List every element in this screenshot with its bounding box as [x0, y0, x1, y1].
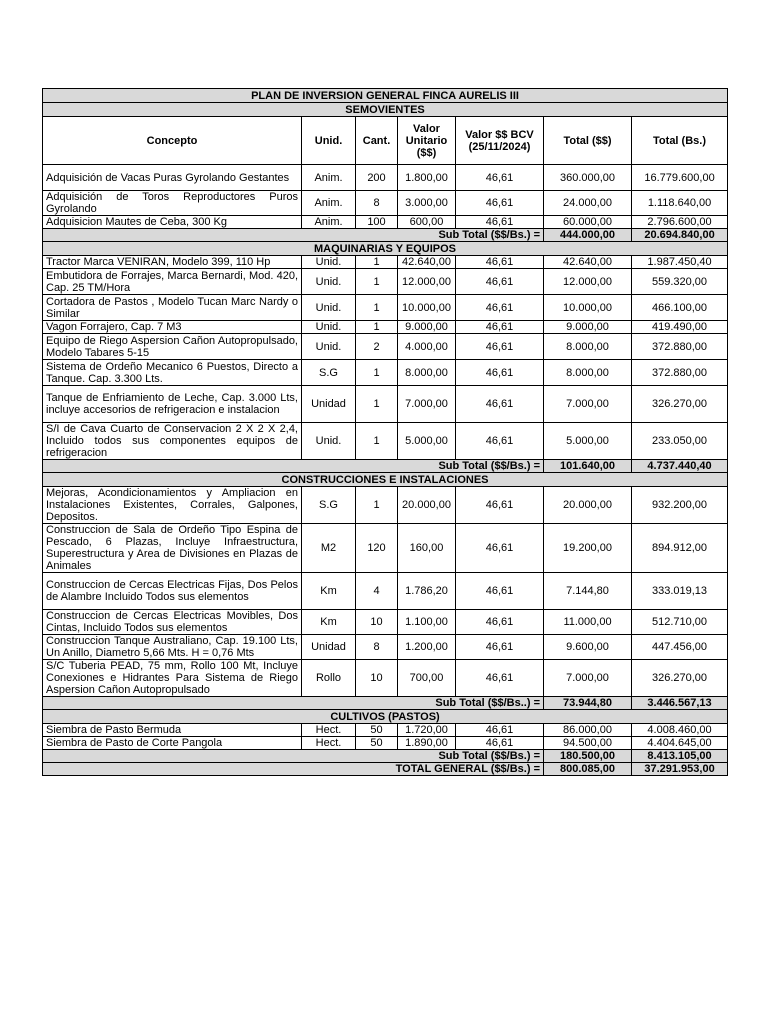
cell-total-usd: 42.640,00 [544, 256, 632, 269]
section-header-row [43, 473, 728, 487]
cell-total-bs: 233.050,00 [632, 423, 728, 460]
cell-valor-unitario: 1.890,00 [398, 737, 456, 750]
subtotal-bs: 8.413.105,00 [632, 750, 728, 763]
cell-total-usd: 5.000,00 [544, 423, 632, 460]
table-row [43, 256, 728, 269]
table-row [43, 334, 728, 360]
subtotal-bs: 3.446.567,13 [632, 697, 728, 710]
total-general-label: TOTAL GENERAL ($$/Bs.) = [43, 763, 544, 776]
cell-valor-unitario: 8.000,00 [398, 360, 456, 386]
cell-total-bs: 466.100,00 [632, 295, 728, 321]
cell-cant: 1 [356, 423, 398, 460]
cell-valor-bcv: 46,61 [456, 423, 544, 460]
cell-unid: Unid. [302, 321, 356, 334]
col-cant: Cant. [356, 117, 398, 165]
cell-valor-bcv: 46,61 [456, 295, 544, 321]
cell-valor-bcv: 46,61 [456, 737, 544, 750]
cell-cant: 50 [356, 737, 398, 750]
cell-total-usd: 11.000,00 [544, 610, 632, 635]
cell-valor-unitario: 1.200,00 [398, 635, 456, 660]
subtotal-usd: 180.500,00 [544, 750, 632, 763]
cell-concepto: Adquisicion Mautes de Ceba, 300 Kg [43, 216, 302, 229]
subtotal-row [43, 750, 728, 763]
cell-cant: 100 [356, 216, 398, 229]
col-concepto: Concepto [43, 117, 302, 165]
cell-unid: Hect. [302, 737, 356, 750]
section-title: MAQUINARIAS Y EQUIPOS [43, 242, 728, 256]
cell-total-bs: 333.019,13 [632, 573, 728, 610]
subtotal-usd: 444.000,00 [544, 229, 632, 242]
cell-unid: Unidad [302, 635, 356, 660]
section-title: CONSTRUCCIONES E INSTALACIONES [43, 473, 728, 487]
cell-total-bs: 1.118.640,00 [632, 191, 728, 216]
cell-total-bs: 419.490,00 [632, 321, 728, 334]
cell-valor-unitario: 7.000,00 [398, 386, 456, 423]
cell-cant: 2 [356, 334, 398, 360]
subtotal-label: Sub Total ($$/Bs.) = [43, 750, 544, 763]
cell-valor-bcv: 46,61 [456, 360, 544, 386]
cell-valor-bcv: 46,61 [456, 487, 544, 524]
cell-concepto: Construccion de Sala de Ordeño Tipo Espina de Pescado, 6 Plazas, Incluye Infraestructura, Superestructura y Area de Divisiones en Plazas de Animales [43, 524, 302, 573]
cell-concepto: Siembra de Pasto Bermuda [43, 724, 302, 737]
cell-valor-unitario: 20.000,00 [398, 487, 456, 524]
cell-valor-bcv: 46,61 [456, 165, 544, 191]
cell-valor-unitario: 600,00 [398, 216, 456, 229]
section-title: SEMOVIENTES [43, 103, 728, 117]
col-total-bs: Total (Bs.) [632, 117, 728, 165]
cell-valor-bcv: 46,61 [456, 256, 544, 269]
cell-total-bs: 512.710,00 [632, 610, 728, 635]
cell-cant: 1 [356, 386, 398, 423]
cell-concepto: Cortadora de Pastos , Modelo Tucan Marc Nardy o Similar [43, 295, 302, 321]
cell-concepto: Sistema de Ordeño Mecanico 6 Puestos, Directo a Tanque. Cap. 3.300 Lts. [43, 360, 302, 386]
table-row [43, 360, 728, 386]
cell-total-bs: 372.880,00 [632, 360, 728, 386]
cell-total-bs: 559.320,00 [632, 269, 728, 295]
col-total-usd: Total ($$) [544, 117, 632, 165]
investment-sheet [42, 88, 727, 776]
col-valor-bcv: Valor $$ BCV (25/11/2024) [456, 117, 544, 165]
cell-valor-unitario: 9.000,00 [398, 321, 456, 334]
cell-unid: Anim. [302, 216, 356, 229]
cell-cant: 10 [356, 610, 398, 635]
cell-total-usd: 7.000,00 [544, 660, 632, 697]
cell-total-usd: 360.000,00 [544, 165, 632, 191]
cell-valor-bcv: 46,61 [456, 269, 544, 295]
cell-valor-bcv: 46,61 [456, 216, 544, 229]
cell-valor-unitario: 3.000,00 [398, 191, 456, 216]
cell-total-usd: 7.144,80 [544, 573, 632, 610]
section-header-row [43, 103, 728, 117]
cell-total-usd: 8.000,00 [544, 334, 632, 360]
cell-total-bs: 16.779.600,00 [632, 165, 728, 191]
subtotal-label: Sub Total ($$/Bs.) = [43, 229, 544, 242]
column-header-row [43, 117, 728, 165]
col-unid: Unid. [302, 117, 356, 165]
table-row [43, 191, 728, 216]
table-row [43, 321, 728, 334]
cell-valor-unitario: 5.000,00 [398, 423, 456, 460]
cell-unid: Unidad [302, 386, 356, 423]
subtotal-row [43, 697, 728, 710]
cell-concepto: Tanque de Enfriamiento de Leche, Cap. 3.000 Lts, incluye accesorios de refrigeracion e instalacion [43, 386, 302, 423]
cell-cant: 1 [356, 269, 398, 295]
table-row [43, 660, 728, 697]
cell-valor-unitario: 700,00 [398, 660, 456, 697]
subtotal-bs: 20.694.840,00 [632, 229, 728, 242]
cell-total-bs: 447.456,00 [632, 635, 728, 660]
cell-cant: 1 [356, 321, 398, 334]
cell-unid: Unid. [302, 423, 356, 460]
cell-cant: 120 [356, 524, 398, 573]
cell-total-bs: 4.404.645,00 [632, 737, 728, 750]
subtotal-row [43, 229, 728, 242]
cell-concepto: Construccion de Cercas Electricas Movibles, Dos Cintas, Incluido Todos sus elementos [43, 610, 302, 635]
total-general-bs: 37.291.953,00 [632, 763, 728, 776]
cell-concepto: S/C Tuberia PEAD, 75 mm, Rollo 100 Mt, Incluye Conexiones e Hidrantes Para Sistema de Riego Aspersion Cañon Autopropulsado [43, 660, 302, 697]
table-row [43, 386, 728, 423]
cell-total-usd: 9.600,00 [544, 635, 632, 660]
table-row [43, 724, 728, 737]
cell-unid: Anim. [302, 191, 356, 216]
table-row [43, 295, 728, 321]
cell-unid: S.G [302, 360, 356, 386]
section-header-row [43, 242, 728, 256]
cell-total-usd: 7.000,00 [544, 386, 632, 423]
table-row [43, 216, 728, 229]
cell-unid: Unid. [302, 295, 356, 321]
cell-valor-unitario: 1.100,00 [398, 610, 456, 635]
cell-total-usd: 8.000,00 [544, 360, 632, 386]
cell-total-bs: 1.987.450,40 [632, 256, 728, 269]
cell-cant: 1 [356, 256, 398, 269]
cell-total-bs: 4.008.460,00 [632, 724, 728, 737]
cell-valor-bcv: 46,61 [456, 724, 544, 737]
subtotal-usd: 101.640,00 [544, 460, 632, 473]
cell-valor-bcv: 46,61 [456, 524, 544, 573]
cell-unid: M2 [302, 524, 356, 573]
cell-concepto: Construccion de Cercas Electricas Fijas, Dos Pelos de Alambre Incluido Todos sus elementos [43, 573, 302, 610]
cell-concepto: Construccion Tanque Australiano, Cap. 19.100 Lts, Un Anillo, Diametro 5,66 Mts. H = 0,76 Mts [43, 635, 302, 660]
cell-total-usd: 19.200,00 [544, 524, 632, 573]
cell-concepto: Siembra de Pasto de Corte Pangola [43, 737, 302, 750]
cell-total-usd: 9.000,00 [544, 321, 632, 334]
total-general-row [43, 763, 728, 776]
cell-unid: Km [302, 610, 356, 635]
document-title: PLAN DE INVERSION GENERAL FINCA AURELIS III [43, 89, 728, 103]
subtotal-usd: 73.944,80 [544, 697, 632, 710]
cell-total-bs: 2.796.600,00 [632, 216, 728, 229]
cell-total-usd: 86.000,00 [544, 724, 632, 737]
cell-cant: 8 [356, 635, 398, 660]
cell-total-bs: 932.200,00 [632, 487, 728, 524]
cell-valor-bcv: 46,61 [456, 660, 544, 697]
cell-total-bs: 894.912,00 [632, 524, 728, 573]
cell-total-bs: 326.270,00 [632, 660, 728, 697]
cell-concepto: Equipo de Riego Aspersion Cañon Autopropulsado, Modelo Tabares 5-15 [43, 334, 302, 360]
subtotal-label: Sub Total ($$/Bs.) = [43, 460, 544, 473]
table-row [43, 573, 728, 610]
cell-cant: 1 [356, 487, 398, 524]
cell-cant: 1 [356, 360, 398, 386]
cell-valor-unitario: 1.800,00 [398, 165, 456, 191]
cell-concepto: Embutidora de Forrajes, Marca Bernardi, Mod. 420, Cap. 25 TM/Hora [43, 269, 302, 295]
cell-total-usd: 12.000,00 [544, 269, 632, 295]
cell-cant: 1 [356, 295, 398, 321]
cell-total-bs: 326.270,00 [632, 386, 728, 423]
table-row [43, 610, 728, 635]
cell-valor-unitario: 12.000,00 [398, 269, 456, 295]
table-row [43, 165, 728, 191]
cell-concepto: Vagon Forrajero, Cap. 7 M3 [43, 321, 302, 334]
cell-unid: Unid. [302, 269, 356, 295]
table-row [43, 737, 728, 750]
subtotal-label: Sub Total ($$/Bs..) = [43, 697, 544, 710]
cell-cant: 200 [356, 165, 398, 191]
cell-valor-bcv: 46,61 [456, 573, 544, 610]
title-row [43, 89, 728, 103]
cell-cant: 10 [356, 660, 398, 697]
cell-total-usd: 60.000,00 [544, 216, 632, 229]
cell-valor-bcv: 46,61 [456, 191, 544, 216]
cell-unid: S.G [302, 487, 356, 524]
table-row [43, 423, 728, 460]
cell-total-usd: 94.500,00 [544, 737, 632, 750]
cell-cant: 50 [356, 724, 398, 737]
cell-valor-unitario: 1.786,20 [398, 573, 456, 610]
cell-valor-bcv: 46,61 [456, 334, 544, 360]
cell-valor-unitario: 42.640,00 [398, 256, 456, 269]
cell-valor-unitario: 10.000,00 [398, 295, 456, 321]
table-row [43, 269, 728, 295]
table-row [43, 524, 728, 573]
cell-concepto: Mejoras, Acondicionamientos y Ampliacion en Instalaciones Existentes, Corrales, Galpones, Depositos. [43, 487, 302, 524]
subtotal-row [43, 460, 728, 473]
cell-concepto: Tractor Marca VENIRAN, Modelo 399, 110 Hp [43, 256, 302, 269]
table-row [43, 635, 728, 660]
section-title: CULTIVOS (PASTOS) [43, 710, 728, 724]
cell-cant: 8 [356, 191, 398, 216]
cell-unid: Unid. [302, 334, 356, 360]
cell-total-usd: 10.000,00 [544, 295, 632, 321]
cell-concepto: Adquisición de Vacas Puras Gyrolando Gestantes [43, 165, 302, 191]
cell-unid: Unid. [302, 256, 356, 269]
cell-total-usd: 24.000,00 [544, 191, 632, 216]
cell-cant: 4 [356, 573, 398, 610]
cell-total-bs: 372.880,00 [632, 334, 728, 360]
section-header-row [43, 710, 728, 724]
cell-valor-unitario: 4.000,00 [398, 334, 456, 360]
cell-unid: Hect. [302, 724, 356, 737]
total-general-usd: 800.085,00 [544, 763, 632, 776]
cell-concepto: Adquisición de Toros Reproductores Puros Gyrolando [43, 191, 302, 216]
table-row [43, 487, 728, 524]
cell-unid: Rollo [302, 660, 356, 697]
cell-valor-bcv: 46,61 [456, 610, 544, 635]
cell-total-usd: 20.000,00 [544, 487, 632, 524]
cell-concepto: S/I de Cava Cuarto de Conservacion 2 X 2 X 2,4, Incluido todos sus componentes equipos de refrigeracion [43, 423, 302, 460]
cell-unid: Anim. [302, 165, 356, 191]
cell-valor-bcv: 46,61 [456, 386, 544, 423]
cell-valor-bcv: 46,61 [456, 635, 544, 660]
col-valor-unitario: Valor Unitario ($$) [398, 117, 456, 165]
cell-valor-unitario: 1.720,00 [398, 724, 456, 737]
subtotal-bs: 4.737.440,40 [632, 460, 728, 473]
cell-valor-unitario: 160,00 [398, 524, 456, 573]
investment-table [42, 88, 728, 776]
cell-unid: Km [302, 573, 356, 610]
cell-valor-bcv: 46,61 [456, 321, 544, 334]
